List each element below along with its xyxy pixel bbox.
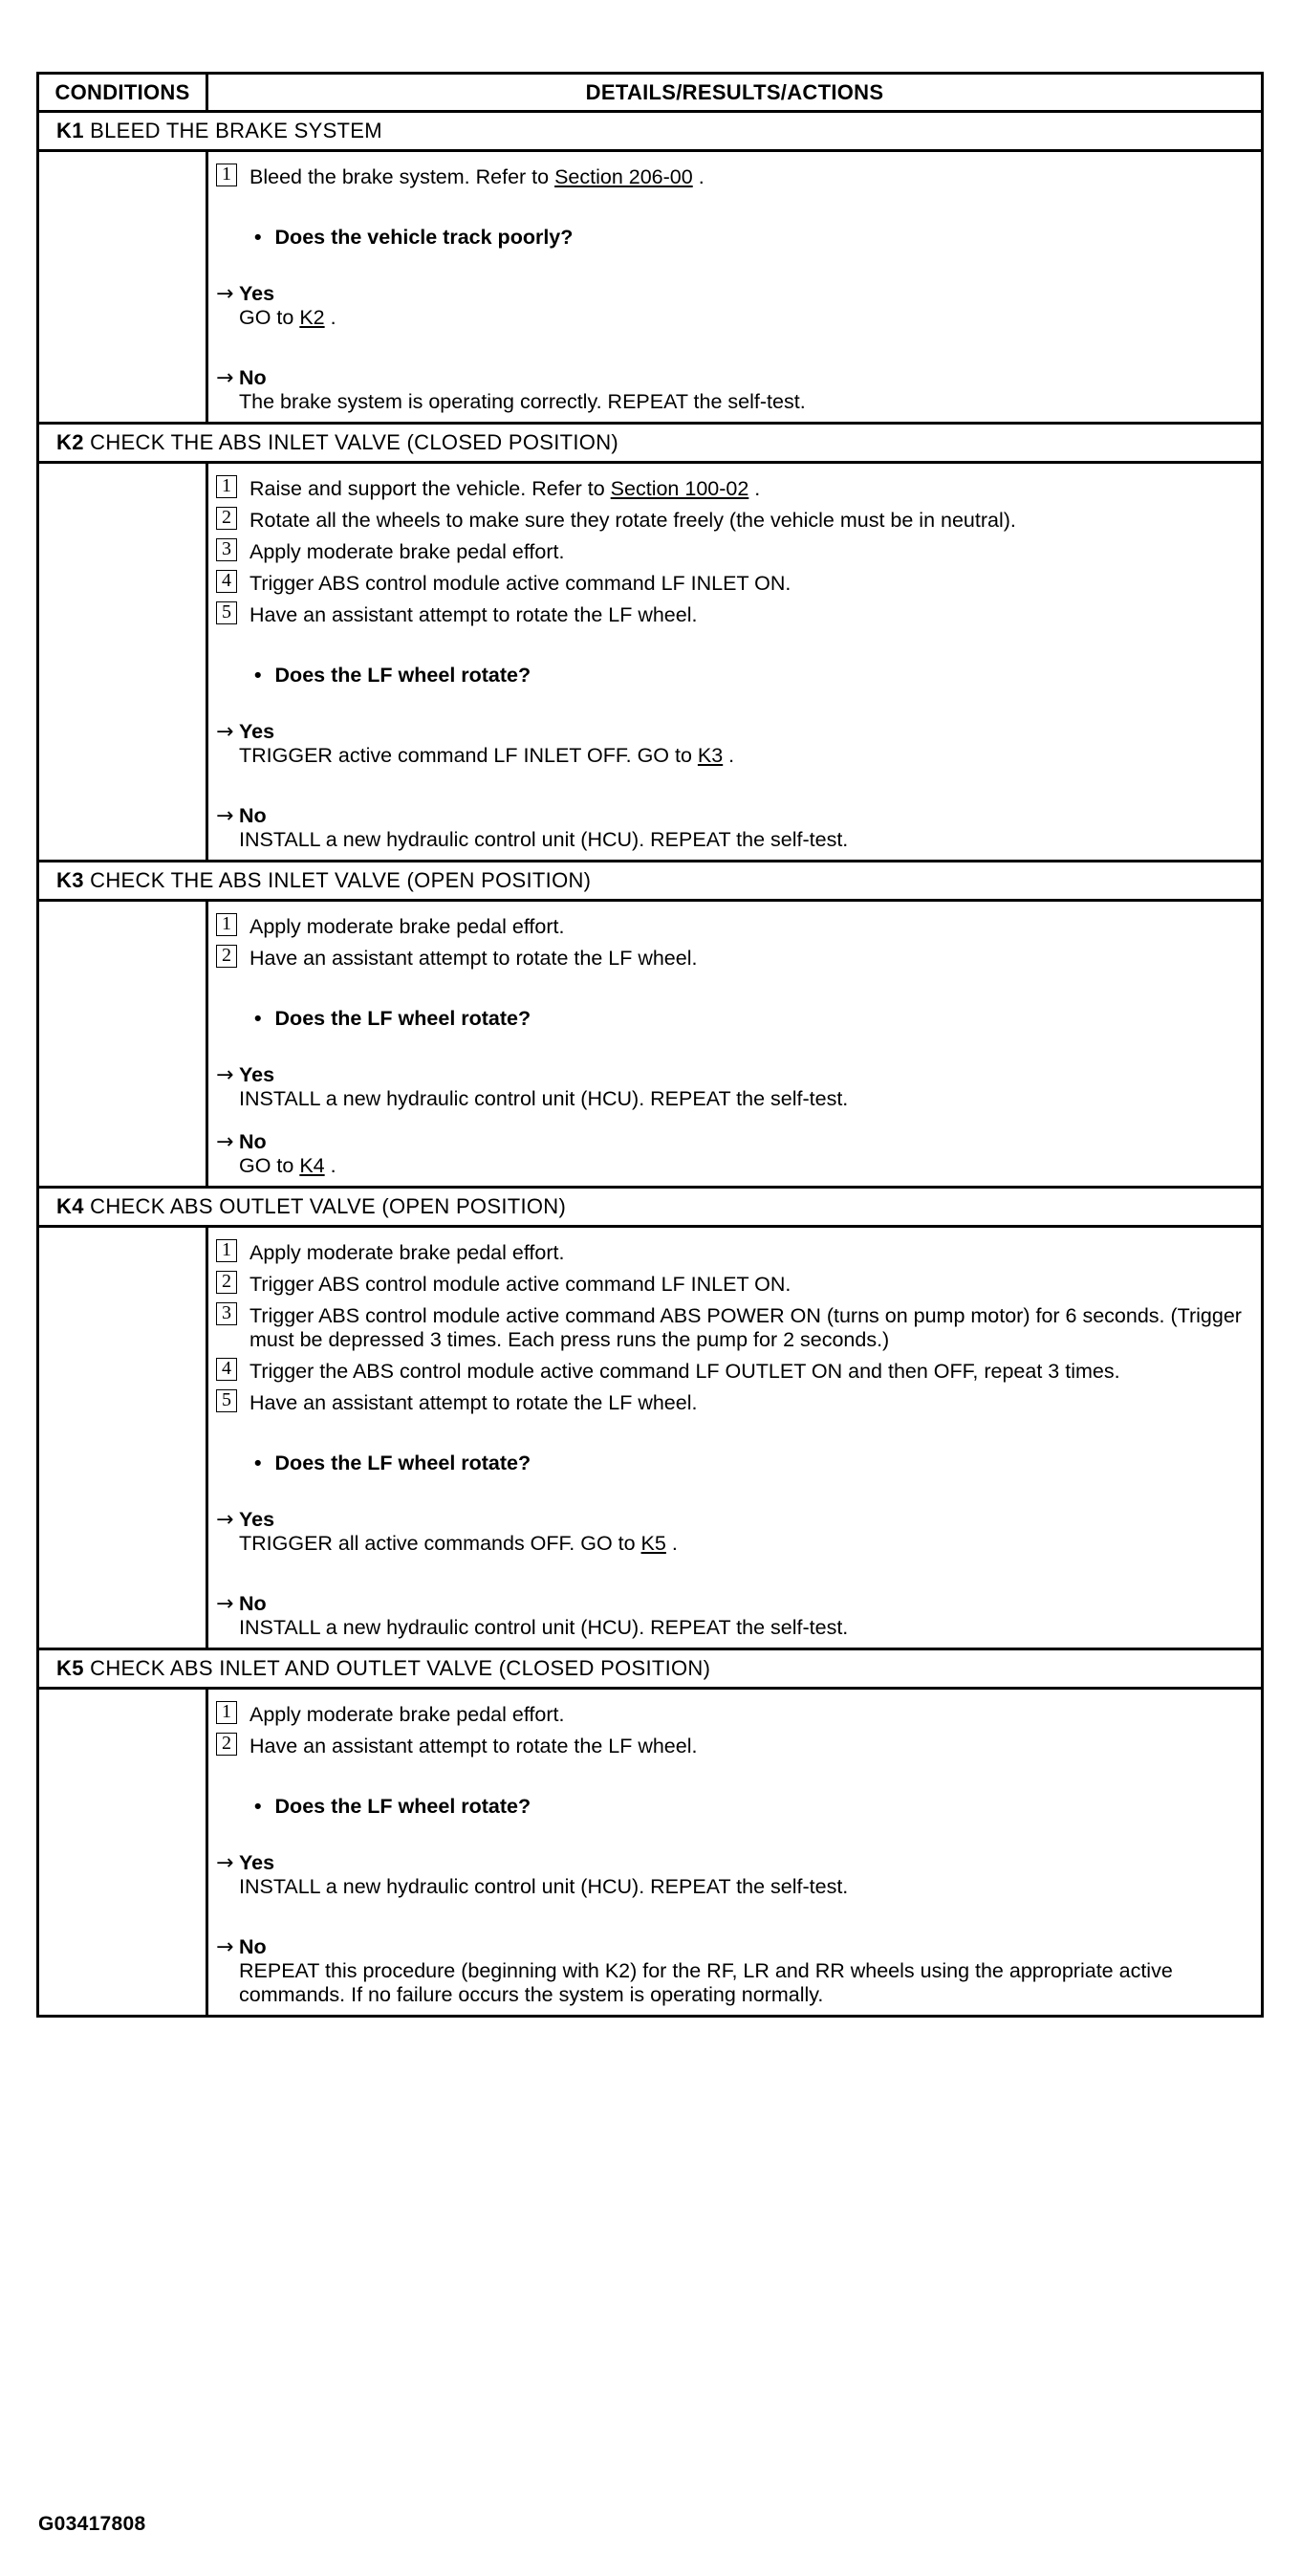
section-reference-link[interactable]: Section 206-00	[554, 165, 693, 188]
step-number-box: 5	[216, 1389, 237, 1412]
arrow-right-icon: →	[216, 366, 234, 390]
section-row	[38, 862, 1263, 901]
spacer	[216, 1111, 1244, 1123]
answer	[216, 282, 1244, 330]
step-number-box: 2	[216, 1733, 237, 1756]
step	[216, 540, 1244, 564]
answer-head	[216, 1592, 1244, 1616]
answer-label: Yes	[239, 1508, 275, 1531]
arrow-right-icon: →	[216, 720, 234, 744]
step-text-main: Trigger ABS control module active command LF INLET ON.	[249, 572, 791, 595]
conditions-header: CONDITIONS	[38, 74, 207, 112]
figure-id: G03417808	[38, 2513, 146, 2535]
step	[216, 1241, 1244, 1265]
spacer	[216, 330, 1244, 359]
section-code: K4	[56, 1194, 84, 1218]
step-text	[249, 1735, 1244, 1758]
answer-head	[216, 1851, 1244, 1875]
question	[254, 1452, 1244, 1475]
answer-label: No	[239, 1130, 267, 1153]
step-text	[249, 1360, 1244, 1384]
step-text-main: Have an assistant attempt to rotate the LF wheel.	[249, 947, 698, 970]
step-text-main: Trigger the ABS control module active command LF OUTLET ON and then OFF, repeat 3 times.	[249, 1360, 1120, 1383]
conditions-cell	[38, 463, 207, 862]
step	[216, 947, 1244, 971]
answer-text	[216, 1959, 1244, 2007]
section-title-text: BLEED THE BRAKE SYSTEM	[90, 119, 382, 142]
answer-head	[216, 1063, 1244, 1087]
conditions-cell	[38, 151, 207, 424]
step-number-box: 1	[216, 475, 237, 498]
step-text	[249, 509, 1244, 533]
section-body-row	[38, 1227, 1263, 1649]
step-number-box: 2	[216, 1271, 237, 1294]
bullet-icon: •	[254, 1795, 262, 1818]
step	[216, 1360, 1244, 1384]
step	[216, 477, 1244, 501]
step-text-main: Trigger ABS control module active command ABS POWER ON (turns on pump motor) for 6 seconds. (Trigger must be depressed 3 times. Each press runs the pump for 2 seconds.)	[249, 1304, 1242, 1351]
question-text: Does the LF wheel rotate?	[274, 1795, 531, 1818]
step-text-main: Have an assistant attempt to rotate the LF wheel.	[249, 1391, 698, 1414]
conditions-cell	[38, 1227, 207, 1649]
answer-text	[216, 1154, 1244, 1178]
details-cell	[207, 463, 1263, 862]
bullet-icon: •	[254, 1007, 262, 1030]
procedure-table	[36, 72, 1264, 2018]
arrow-right-icon: →	[216, 1063, 234, 1087]
section-title-text: CHECK THE ABS INLET VALVE (CLOSED POSITION)	[90, 430, 619, 454]
answer-text	[216, 1532, 1244, 1556]
question-text: Does the LF wheel rotate?	[274, 1452, 531, 1474]
goto-link[interactable]: K4	[299, 1154, 325, 1177]
step-number-box: 5	[216, 601, 237, 624]
step	[216, 1304, 1244, 1352]
answer-head	[216, 1508, 1244, 1532]
step-text	[249, 1703, 1244, 1727]
section-body-row	[38, 463, 1263, 862]
section-title	[38, 1188, 1263, 1227]
answer-head	[216, 282, 1244, 306]
section-code: K3	[56, 868, 84, 892]
bullet-icon: •	[254, 664, 262, 687]
section-code: K2	[56, 430, 84, 454]
answer	[216, 804, 1244, 852]
answer-text-main: The brake system is operating correctly. REPEAT the self-test.	[239, 390, 806, 413]
step	[216, 1273, 1244, 1297]
answer-text-main: REPEAT this procedure (beginning with K2) for the RF, LR and RR wheels using the appropriate active commands. If no failure occurs the system is operating normally.	[239, 1959, 1173, 2006]
step-number-box: 2	[216, 507, 237, 530]
step-number-box: 1	[216, 913, 237, 936]
answer	[216, 366, 1244, 414]
details-header: DETAILS/RESULTS/ACTIONS	[207, 74, 1263, 112]
step-text-main: Raise and support the vehicle. Refer to	[249, 477, 611, 500]
answer-head	[216, 366, 1244, 390]
step-text-main: Bleed the brake system. Refer to	[249, 165, 555, 188]
step-text-end: .	[748, 477, 761, 500]
answer-text-main: TRIGGER active command LF INLET OFF. GO to	[239, 744, 698, 767]
answer	[216, 1592, 1244, 1640]
step	[216, 165, 1244, 189]
section-code: K5	[56, 1656, 84, 1680]
spacer	[216, 1899, 1244, 1928]
step-number-box: 4	[216, 570, 237, 593]
step-number-box: 1	[216, 164, 237, 186]
step-text-main: Have an assistant attempt to rotate the LF wheel.	[249, 1735, 698, 1757]
answer-label: Yes	[239, 282, 275, 305]
question	[254, 664, 1244, 688]
spacer	[216, 768, 1244, 797]
answer-text	[216, 306, 1244, 330]
question-text: Does the LF wheel rotate?	[274, 664, 531, 687]
goto-link[interactable]: K2	[299, 306, 325, 329]
details-cell	[207, 1689, 1263, 2017]
section-body-row	[38, 1689, 1263, 2017]
table-header-row	[38, 74, 1263, 112]
answer-text-end: .	[723, 744, 735, 767]
answer-head	[216, 720, 1244, 744]
answer-head	[216, 1130, 1244, 1154]
step-text	[249, 603, 1244, 627]
answer-text	[216, 1616, 1244, 1640]
step-number-box: 3	[216, 1302, 237, 1325]
answer-label: No	[239, 366, 267, 389]
goto-link[interactable]: K5	[640, 1532, 666, 1555]
answer-text	[216, 828, 1244, 852]
answer-text	[216, 390, 1244, 414]
arrow-right-icon: →	[216, 1592, 234, 1616]
section-title	[38, 862, 1263, 901]
section-title	[38, 112, 1263, 151]
answer-label: No	[239, 804, 267, 827]
answer-head	[216, 804, 1244, 828]
section-title	[38, 1649, 1263, 1689]
conditions-cell	[38, 901, 207, 1188]
step	[216, 1703, 1244, 1727]
section-row	[38, 112, 1263, 151]
step-text-main: Apply moderate brake pedal effort.	[249, 1703, 565, 1726]
step-text-main: Apply moderate brake pedal effort.	[249, 540, 565, 563]
answer-label: No	[239, 1592, 267, 1615]
answer-text	[216, 1875, 1244, 1899]
arrow-right-icon: →	[216, 1508, 234, 1532]
step-text-main: Apply moderate brake pedal effort.	[249, 1241, 565, 1264]
answer	[216, 720, 1244, 768]
answer-text-end: .	[324, 1154, 336, 1177]
step-text-main: Apply moderate brake pedal effort.	[249, 915, 565, 938]
arrow-right-icon: →	[216, 1130, 234, 1154]
step	[216, 603, 1244, 627]
section-reference-link[interactable]: Section 100-02	[610, 477, 749, 500]
conditions-cell	[38, 1689, 207, 2017]
goto-link[interactable]: K3	[697, 744, 724, 767]
answer	[216, 1851, 1244, 1899]
answer-text-main: INSTALL a new hydraulic control unit (HCU). REPEAT the self-test.	[239, 1875, 849, 1898]
section-title-text: CHECK ABS INLET AND OUTLET VALVE (CLOSED POSITION)	[90, 1656, 711, 1680]
section-title-text: CHECK THE ABS INLET VALVE (OPEN POSITION)	[90, 868, 592, 892]
answer-text	[216, 744, 1244, 768]
bullet-icon: •	[254, 1452, 262, 1474]
answer-label: No	[239, 1935, 267, 1958]
arrow-right-icon: →	[216, 1935, 234, 1959]
step	[216, 1391, 1244, 1415]
step-text-main: Trigger ABS control module active command LF INLET ON.	[249, 1273, 791, 1296]
step-number-box: 3	[216, 538, 237, 561]
step-text	[249, 165, 1244, 189]
procedure-document	[36, 72, 1264, 2018]
section-title-text: CHECK ABS OUTLET VALVE (OPEN POSITION)	[90, 1194, 567, 1218]
step-number-box: 2	[216, 945, 237, 968]
step-text	[249, 540, 1244, 564]
step-text	[249, 1304, 1244, 1352]
step-number-box: 1	[216, 1701, 237, 1724]
step-text	[249, 477, 1244, 501]
section-row	[38, 424, 1263, 463]
answer-text-main: GO to	[239, 306, 300, 329]
question	[254, 1795, 1244, 1819]
arrow-right-icon: →	[216, 1851, 234, 1875]
arrow-right-icon: →	[216, 282, 234, 306]
step-text	[249, 915, 1244, 939]
step-text-main: Have an assistant attempt to rotate the LF wheel.	[249, 603, 698, 626]
answer	[216, 1130, 1244, 1178]
bullet-icon: •	[254, 226, 262, 249]
step-text-main: Rotate all the wheels to make sure they rotate freely (the vehicle must be in neutral).	[249, 509, 1016, 532]
step	[216, 915, 1244, 939]
answer-text-main: INSTALL a new hydraulic control unit (HCU). REPEAT the self-test.	[239, 828, 849, 851]
step-text	[249, 1241, 1244, 1265]
step-number-box: 4	[216, 1358, 237, 1381]
answer-label: Yes	[239, 1063, 275, 1086]
answer-text-main: GO to	[239, 1154, 300, 1177]
answer-text-end: .	[324, 306, 336, 329]
question-text: Does the LF wheel rotate?	[274, 1007, 531, 1030]
answer-text	[216, 1087, 1244, 1111]
section-code: K1	[56, 119, 84, 142]
section-body-row	[38, 151, 1263, 424]
answer-head	[216, 1935, 1244, 1959]
answer-text-main: INSTALL a new hydraulic control unit (HCU). REPEAT the self-test.	[239, 1616, 849, 1639]
step-text	[249, 1273, 1244, 1297]
step	[216, 1735, 1244, 1758]
arrow-right-icon: →	[216, 804, 234, 828]
step-number-box: 1	[216, 1239, 237, 1262]
step-text	[249, 572, 1244, 596]
section-row	[38, 1649, 1263, 1689]
answer-text-main: TRIGGER all active commands OFF. GO to	[239, 1532, 641, 1555]
question-text: Does the vehicle track poorly?	[274, 226, 574, 249]
question	[254, 226, 1244, 250]
answer-text-main: INSTALL a new hydraulic control unit (HCU). REPEAT the self-test.	[239, 1087, 849, 1110]
details-cell	[207, 901, 1263, 1188]
section-body-row	[38, 901, 1263, 1188]
details-cell	[207, 151, 1263, 424]
step	[216, 572, 1244, 596]
answer	[216, 1063, 1244, 1111]
answer	[216, 1508, 1244, 1556]
answer	[216, 1935, 1244, 2007]
step	[216, 509, 1244, 533]
answer-text-end: .	[665, 1532, 678, 1555]
question	[254, 1007, 1244, 1031]
step-text-end: .	[692, 165, 705, 188]
answer-label: Yes	[239, 1851, 275, 1874]
details-cell	[207, 1227, 1263, 1649]
step-text	[249, 947, 1244, 971]
section-title	[38, 424, 1263, 463]
section-row	[38, 1188, 1263, 1227]
spacer	[216, 1556, 1244, 1584]
answer-label: Yes	[239, 720, 275, 743]
step-text	[249, 1391, 1244, 1415]
